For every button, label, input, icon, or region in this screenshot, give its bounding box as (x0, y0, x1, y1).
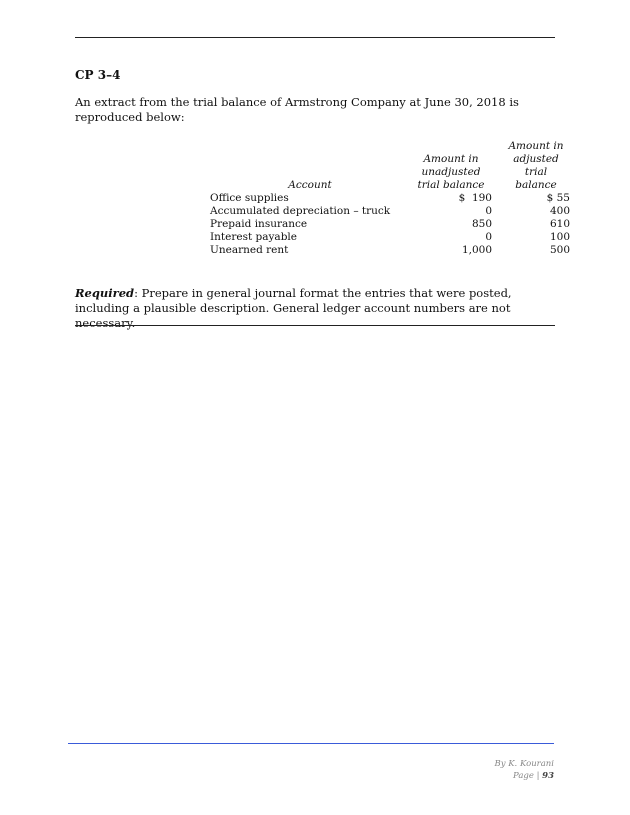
required-text: : Prepare in general journal format the entries that were posted, including a plausible description. General ledger account numbers are not necessary. (75, 286, 512, 330)
header-account: Account (288, 179, 332, 191)
row-account: Prepaid insurance (210, 218, 308, 230)
row-unadjusted: 850 (471, 218, 492, 230)
row-adjusted: 500 (549, 244, 570, 256)
footer-page: Page | 93 (513, 771, 554, 781)
row-unadjusted: $ 190 (458, 192, 492, 204)
section-end-rule (75, 325, 555, 326)
footer-rule (68, 743, 554, 744)
required-label: Required (75, 286, 135, 300)
table-row (210, 205, 570, 218)
page-number: 93 (542, 771, 554, 781)
table-row (210, 218, 570, 231)
row-account: Interest payable (210, 231, 297, 243)
table-row (210, 244, 570, 257)
footer-author: By K. Kourani (494, 759, 554, 769)
row-account: Unearned rent (210, 244, 289, 256)
trial-balance-table (210, 140, 570, 257)
row-adjusted: $ 55 (546, 192, 570, 204)
row-adjusted: 610 (549, 218, 570, 230)
row-account: Accumulated depreciation – truck (210, 205, 391, 217)
row-adjusted: 100 (549, 231, 570, 243)
header-unadjusted: Amount in unadjusted trial balance (417, 153, 485, 191)
row-account: Office supplies (210, 192, 289, 204)
problem-title: CP 3–4 (75, 68, 121, 82)
row-adjusted: 400 (549, 205, 570, 217)
table-row (210, 231, 570, 244)
top-rule (75, 37, 555, 38)
row-unadjusted: 1,000 (461, 244, 492, 256)
page-footer (494, 758, 554, 782)
table-row (210, 192, 570, 205)
table-header-row (210, 140, 570, 192)
row-unadjusted: 0 (485, 231, 492, 243)
header-adjusted: Amount in adjusted trial balance (508, 140, 564, 191)
row-unadjusted: 0 (485, 205, 492, 217)
problem-intro: An extract from the trial balance of Armstrong Company at June 30, 2018 is reproduced below: (75, 95, 519, 124)
